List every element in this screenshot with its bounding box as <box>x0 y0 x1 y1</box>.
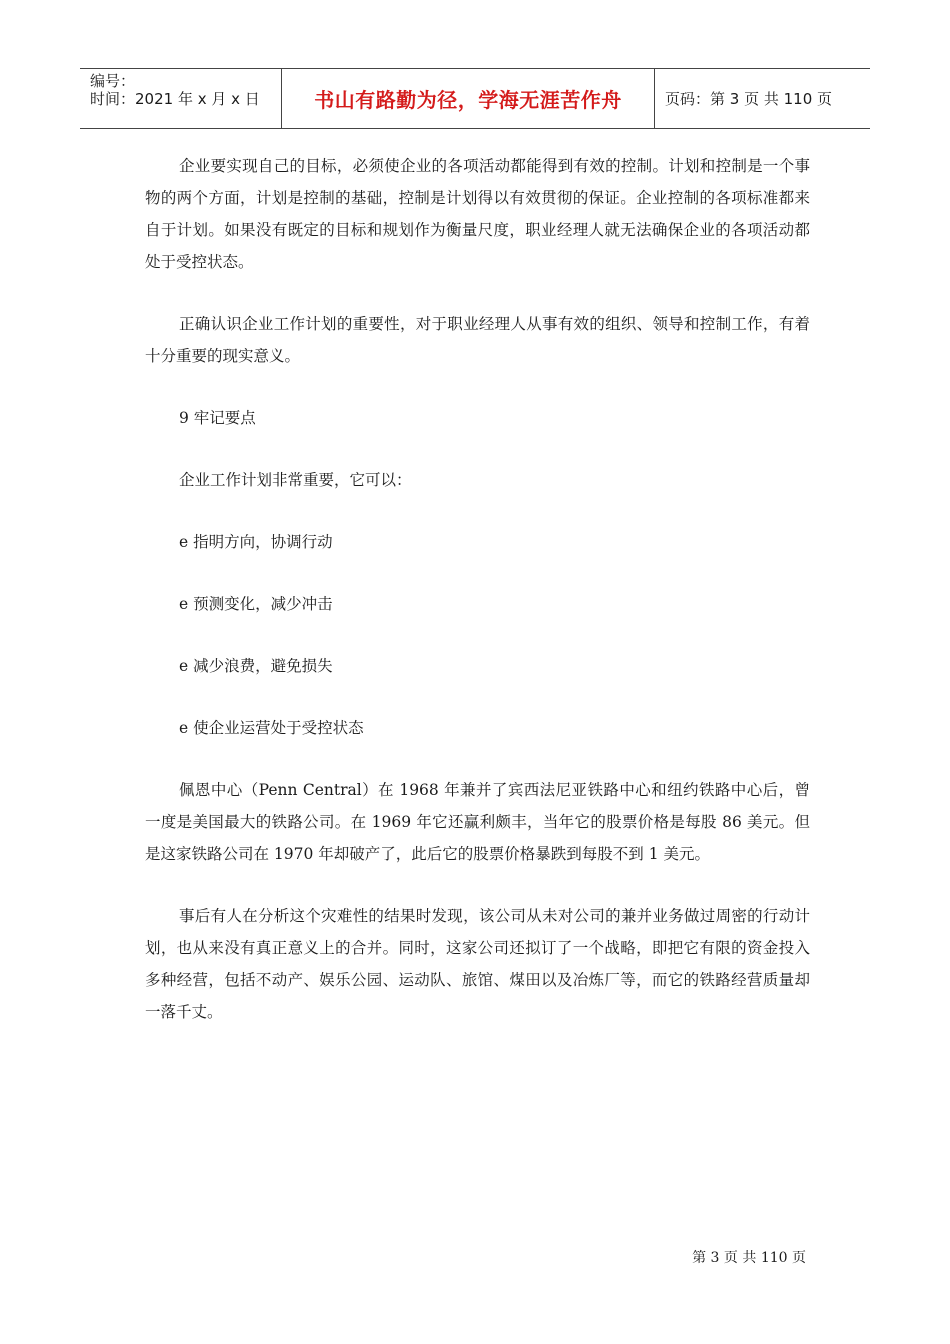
header-motto: 书山有路勤为径，学海无涯苦作舟 <box>281 69 655 128</box>
bullet-item: e 使企业运营处于受控状态 <box>179 719 364 737</box>
page-footer: 第 3 页 共 110 页 <box>692 1250 806 1266</box>
header-number-label: 编号： <box>90 72 136 90</box>
bullet-item: e 预测变化，减少冲击 <box>179 595 333 613</box>
paragraph-4: 事后有人在分析这个灾难性的结果时发现，该公司从未对公司的兼并业务做过周密的行动计划，也从来没有真正意义上的合并。同时，这家公司还拟订了一个战略，即把它有限的资金投入多种经营，包括不动产、娱乐公园、运动队、旅馆、煤田以及冶炼厂等，而它的铁路经营质量却一落千丈。 <box>145 907 810 1021</box>
header-meta <box>80 69 281 128</box>
page-header <box>80 68 870 129</box>
bullet-item: e 减少浪费，避免损失 <box>179 657 333 675</box>
header-date-label: 时间：2021 年 x 月 x 日 <box>90 90 260 108</box>
paragraph-3: 佩恩中心（Penn Central）在 1968 年兼并了宾西法尼亚铁路中心和纽约铁路中心后，曾一度是美国最大的铁路公司。在 1969 年它还赢利颇丰，当年它的股票价格是每股 86 美元。但是这家铁路公司在 1970 年却破产了，此后它的股票价格暴跌到每股不到 1 美元。 <box>145 781 810 863</box>
document-body <box>145 150 810 1028</box>
bullet-item: e 指明方向，协调行动 <box>179 533 333 551</box>
key-points-intro: 企业工作计划非常重要，它可以： <box>179 471 412 489</box>
key-points-title: 9 牢记要点 <box>179 409 256 427</box>
header-page-label: 页码：第 3 页 共 110 页 <box>665 90 833 108</box>
paragraph-2: 正确认识企业工作计划的重要性，对于职业经理人从事有效的组织、领导和控制工作，有着十分重要的现实意义。 <box>145 315 810 365</box>
paragraph-1: 企业要实现自己的目标，必须使企业的各项活动都能得到有效的控制。计划和控制是一个事物的两个方面，计划是控制的基础，控制是计划得以有效贯彻的保证。企业控制的各项标准都来自于计划。如果没有既定的目标和规划作为衡量尺度，职业经理人就无法确保企业的各项活动都处于受控状态。 <box>145 157 810 271</box>
